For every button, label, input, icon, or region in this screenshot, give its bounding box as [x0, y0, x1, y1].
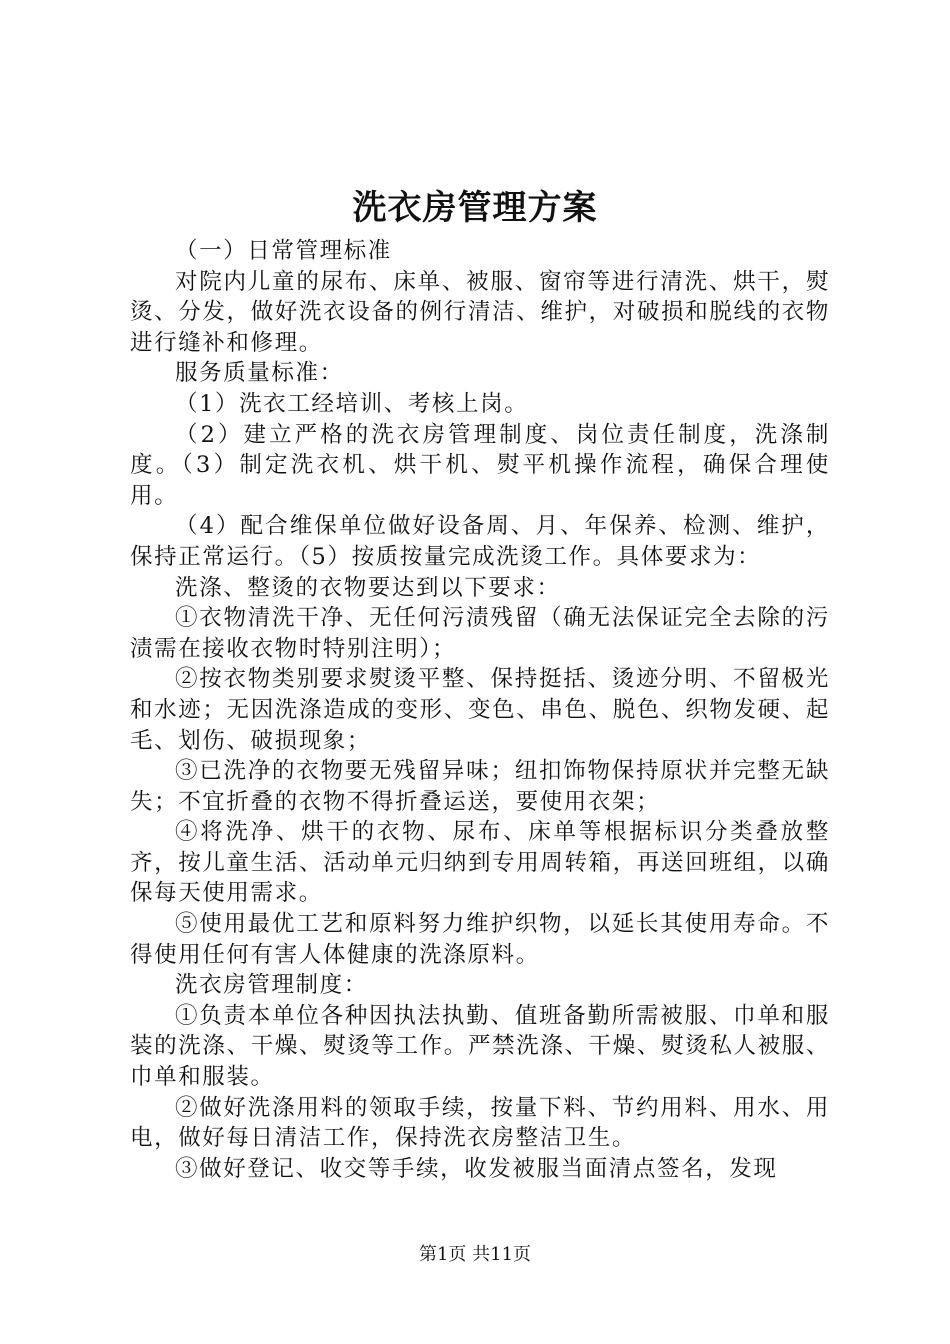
section-heading-management-rules: 洗衣房管理制度：: [175, 972, 368, 999]
section-heading-service-quality: 服务质量标准：: [175, 360, 344, 387]
requirement-item-4: ④将洗净、烘干的衣物、尿布、床单等根据标识分类叠放整齐，按儿童生活、活动单元归纳到专用周转箱，再送回班组，以确保每天使用需求。: [130, 819, 830, 907]
rule-item-1: ①负责本单位各种因执法执勤、值班备勤所需被服、巾单和服装的洗涤、干燥、熨烫等工作。严禁洗涤、干燥、熨烫私人被服、巾单和服装。: [130, 1002, 830, 1091]
list-item-4-5: （4）配合维保单位做好设备周、月、年保养、检测、维护，保持正常运行。（5）按质按量完成洗烫工作。具体要求为：: [130, 513, 830, 570]
page-footer: 第1页 共11页: [418, 1244, 532, 1265]
list-item-2-3: （2）建立严格的洗衣房管理制度、岗位责任制度，洗涤制度。（3）制定洗衣机、烘干机、熨平机操作流程，确保合理使用。: [130, 421, 830, 509]
paragraph-scope: 对院内儿童的尿布、床单、被服、窗帘等进行清洗、烘干，熨烫、分发，做好洗衣设备的例行清洁、维护，对破损和脱线的衣物进行缝补和修理。: [130, 268, 830, 356]
requirement-item-2: ②按衣物类别要求熨烫平整、保持挺括、烫迹分明、不留极光和水迹；无因洗涤造成的变形、变色、串色、脱色、织物发硬、起毛、划伤、破损现象；: [130, 666, 830, 754]
section-heading-requirements: 洗涤、整烫的衣物要达到以下要求：: [175, 574, 561, 601]
page-title: 洗衣房管理方案: [352, 188, 598, 228]
rule-item-3: ③做好登记、收交等手续，收发被服当面清点签名，发现: [175, 1155, 778, 1182]
requirement-item-3: ③已洗净的衣物要无残留异味；纽扣饰物保持原状并完整无缺失；不宜折叠的衣物不得折叠运送，要使用衣架；: [130, 758, 830, 815]
rule-item-2: ②做好洗涤用料的领取手续，按量下料、节约用料、用水、用电，做好每日清洁工作，保持洗衣房整洁卫生。: [130, 1094, 830, 1152]
list-item-1: （1）洗衣工经培训、考核上岗。: [175, 390, 529, 417]
requirement-item-1: ①衣物清洗干净、无任何污渍残留（确无法保证完全去除的污渍需在接收衣物时特别注明）；: [130, 605, 830, 662]
section-heading-daily-standard: （一）日常管理标准: [175, 238, 392, 264]
requirement-item-5: ⑤使用最优工艺和原料努力维护织物，以延长其使用寿命。不得使用任何有害人体健康的洗涤原料。: [130, 911, 830, 968]
document-body: [130, 236, 830, 1184]
